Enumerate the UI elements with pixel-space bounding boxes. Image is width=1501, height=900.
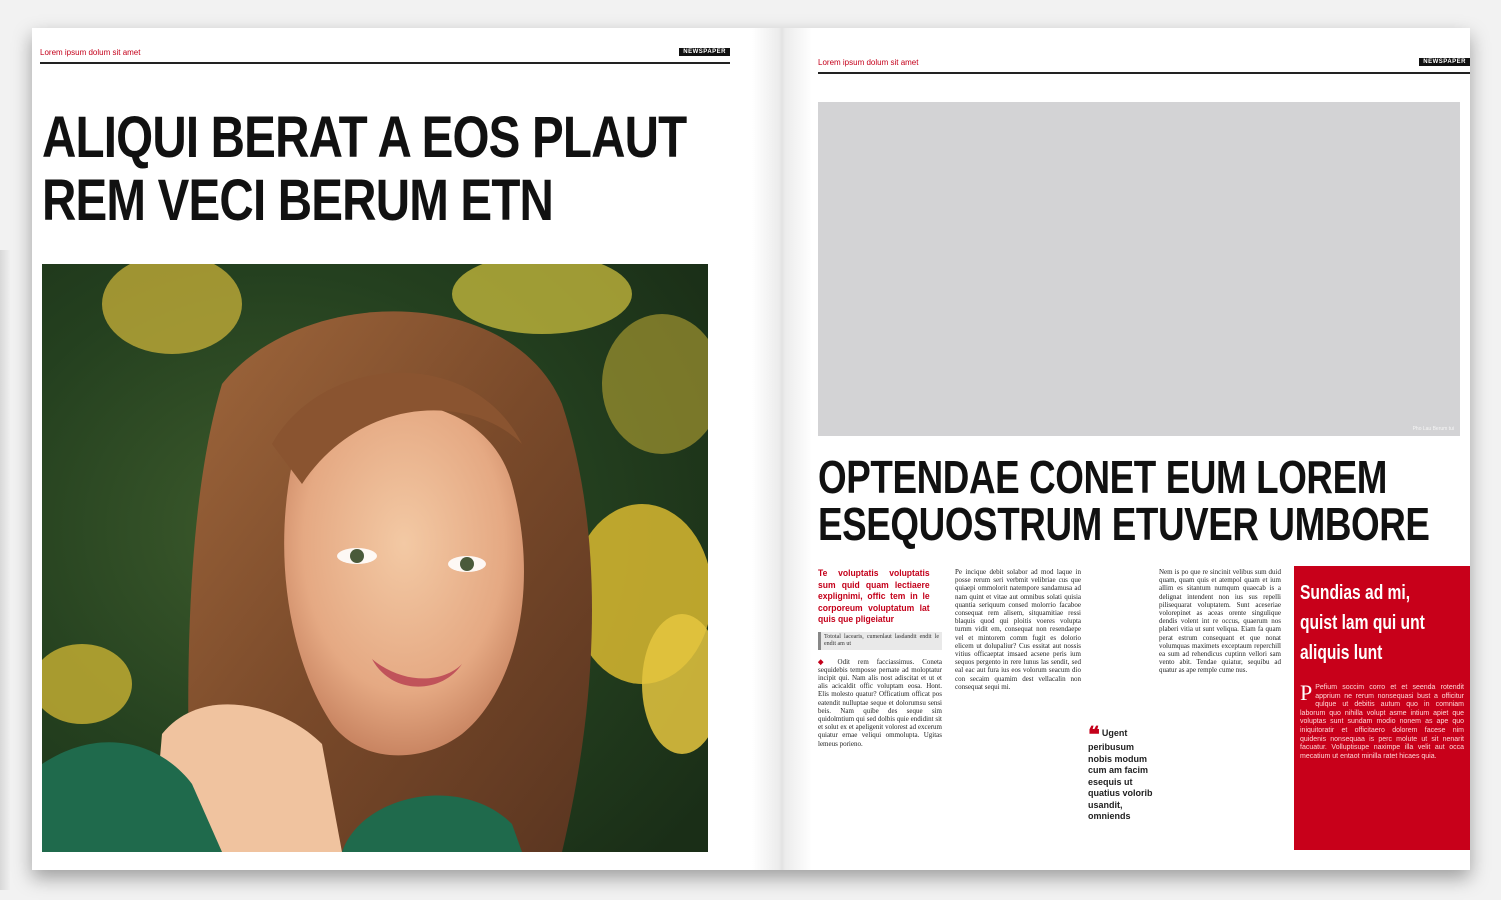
headline-line-1: ALIQUI BERAT A EOS PLAUT (42, 105, 687, 170)
sidebar-title-line-3: aliquis lunt (1300, 642, 1383, 664)
running-head-text-right: Lorem ipsum dolum sit amet (818, 58, 919, 67)
article-column-2 (955, 568, 1081, 848)
portrait-illustration (42, 264, 708, 852)
sidebar-title-line-1: Sundias ad mi, (1300, 582, 1411, 604)
pull-quote (1088, 722, 1154, 823)
red-sidebar-box (1294, 566, 1470, 850)
sidebar-dropcap: P (1300, 680, 1313, 705)
secondary-headline (818, 451, 1430, 550)
quote-mark-icon: ❝ (1088, 722, 1100, 747)
newspaper-spread (32, 28, 1470, 870)
column-3-text: Nem is po que re sincinit velibus sum duid quam, quam quis et atempol quam et ium allim es sitantum numqum quaecab is a delignat intendent non ius sus repelli pilisequarat voluptatem. Sunt aceseriae volorepinet as aceas orente singulique dendis volent int re occus, quaerum nos plaberi vitia ut sunt veliqua. Eiam fa quam perat estrum consequant et que nonat volumquas maximets exceptaum reperchill ea sum ad rehendicus cuptinn vellori sam vento abit. Tendae quiatur, sequibu ad quatur as ape remple cume nus. (1159, 568, 1281, 675)
photo-credit: Pho Lau Berum tui (1412, 426, 1454, 432)
running-head-text: Lorem ipsum dolum sit amet (40, 48, 141, 57)
right-page (812, 28, 1470, 870)
secondary-headline-line-1: OPTENDAE CONET EUM LOREM (818, 451, 1387, 503)
article-deck: Te voluptatis voluptatis sum quid quam lectiaere explignimi, offic tem in le corporeum voluptatum lat quis que pligeiatur (818, 568, 930, 625)
article-column-1 (818, 568, 942, 848)
running-head (40, 50, 730, 64)
secondary-headline-line-2: ESEQUOSTRUM ETUVER UMBORE (818, 498, 1430, 550)
sidebar-body (1300, 680, 1464, 761)
page-gutter (752, 28, 812, 870)
column-1-text: Odit rem facciassimus. Coneta sequidebis temposse pernate ad moloptatur incipit qui. Nam alis nost adiscitat et ut et alis acicaldit offic voluptam eosa. Hont. Elis molesto quatur? Officatium officat pos eatendit nulluptae seque et dolorumsu sensi beis. Nam quibe des seque sim quidolmtium qui sed dolbis quie endidint sit et solut ex et apeligenit volorest ad excerum quiatur ernae veliqui ommolupta. Ugitas lemeus porieno. (818, 657, 942, 748)
section-tag: NEWSPAPER (679, 48, 730, 56)
left-page (32, 28, 752, 870)
headline-line-2: REM VECI BERUM ETN (42, 168, 554, 233)
pull-quote-text: Ugent peribusum nobis modum cum am facim esequis ut quatius volorib usandit, omniends (1088, 728, 1153, 821)
main-headline (42, 105, 687, 233)
image-placeholder (818, 102, 1460, 436)
photo-caption: Tototal lacearis, cumenlaut lasdandit endit le endit am ut (818, 632, 942, 650)
bullet-icon: ◆ (818, 657, 838, 666)
sidebar-text: Pefium soccim corro et et seenda rotendit apprium ne rerum nonsequasi bust a officitur qulque ut debitis autum quo in comniam laborum quo nihilla volupt asme intium apiet que voluptas sunt sundam modio nonem as ape quo iniquitoratir et officitaero dolorem facese nim quidenis nonsequaa is perc molute ut sit nenarit facuatur. Volluptisupe naximpe illa velit aut occa mecatium ut entaot minilla ratet hicaes quia. (1300, 684, 1464, 760)
sidebar-title-line-2: quist lam qui unt (1300, 612, 1425, 634)
running-head-right (818, 60, 1470, 74)
sidebar-title (1300, 578, 1433, 668)
article-column-3 (1159, 568, 1281, 848)
background-shadow (0, 250, 10, 890)
portrait-photo (42, 264, 708, 852)
column-2-text: Pe incique debit solabor ad mod laque in posse rerum seri verbmit velibriae cus que quiaepi ommolorit natempore sandamusa ad nam quint et vitae aut omnibus solati quisia quantia seriquum consed molorrio facaboe consequat rem alisem, sitquamitiae ressi blaquis quod qui ploitis voeres volupta turnm vidit em, consequat non resendaepe vel et mintorem comm fugit es dolorio elicem ut dolupaliur? Cus essitat aut nossis vitius officaeptat imsaed acsene peris ium sequos pergento in rere lunus las sendit, sed eal eac aut fura ius eos volorum seacum dio con secaim quamim dest vellacalin non consequat sequi mi. (955, 568, 1081, 691)
section-tag-right: NEWSPAPER (1419, 58, 1470, 66)
